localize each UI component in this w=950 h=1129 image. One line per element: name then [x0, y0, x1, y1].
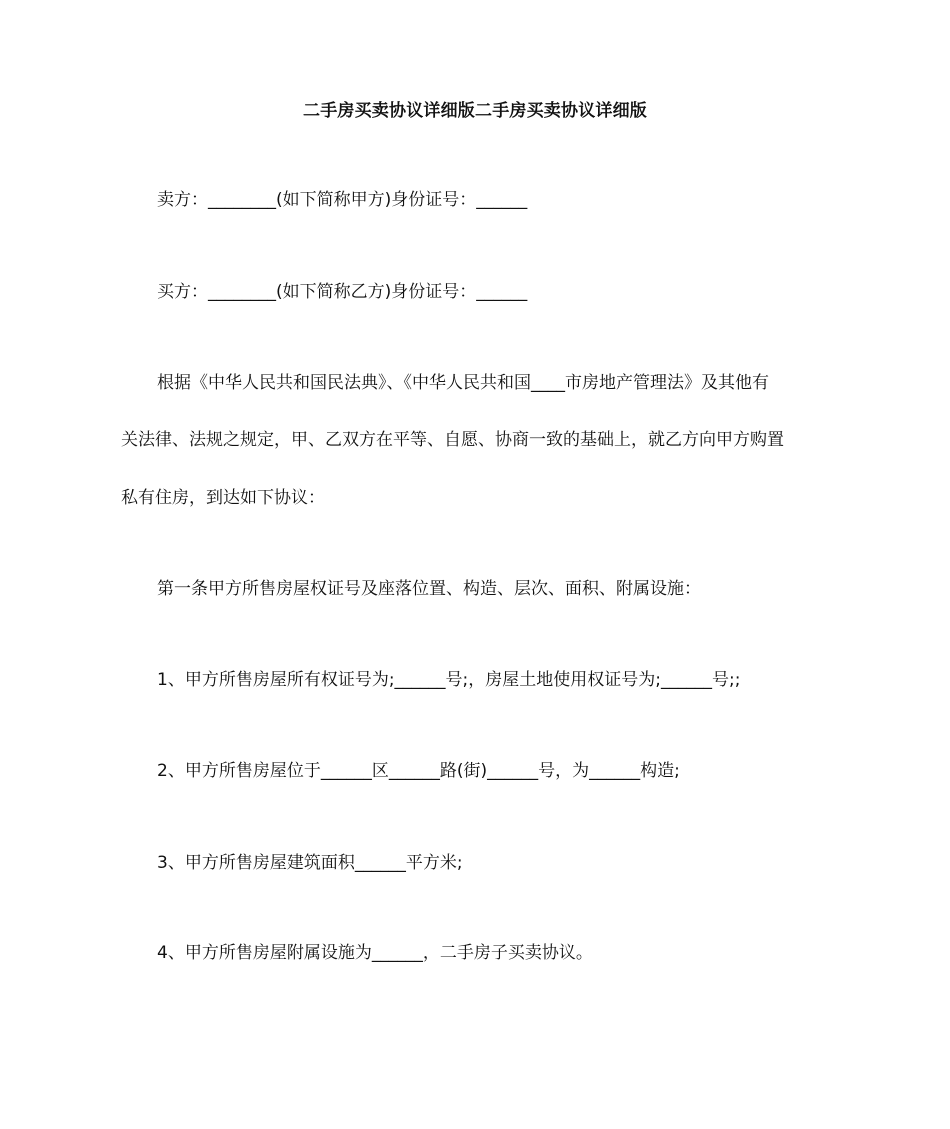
basis-paragraph-line-1: 根据《中华人民共和国民法典》、《中华人民共和国____市房地产管理法》及其他有 [157, 373, 769, 393]
article-1-item-3: 3、甲方所售房屋建筑面积______平方米; [157, 853, 463, 873]
article-1-item-2: 2、甲方所售房屋位于______区______路(街)______号，为______构造; [157, 761, 680, 781]
article-1-item-1: 1、甲方所售房屋所有权证号为;______号;，房屋土地使用权证号为;______号;; [157, 670, 741, 690]
basis-paragraph-line-2: 关法律、法规之规定，甲、乙双方在平等、自愿、协商一致的基础上，就乙方向甲方购置 [121, 430, 784, 450]
basis-paragraph-line-3: 私有住房，到达如下协议： [121, 488, 325, 508]
article-1-item-4: 4、甲方所售房屋附属设施为______，二手房子买卖协议。 [157, 943, 593, 963]
buyer-paragraph: 买方：________(如下简称乙方)身份证号：______ [157, 282, 528, 302]
seller-paragraph: 卖方：________(如下简称甲方)身份证号：______ [157, 190, 528, 210]
document-title: 二手房买卖协议详细版二手房买卖协议详细版 [303, 101, 647, 121]
article-1-heading: 第一条甲方所售房屋权证号及座落位置、构造、层次、面积、附属设施： [157, 579, 701, 599]
